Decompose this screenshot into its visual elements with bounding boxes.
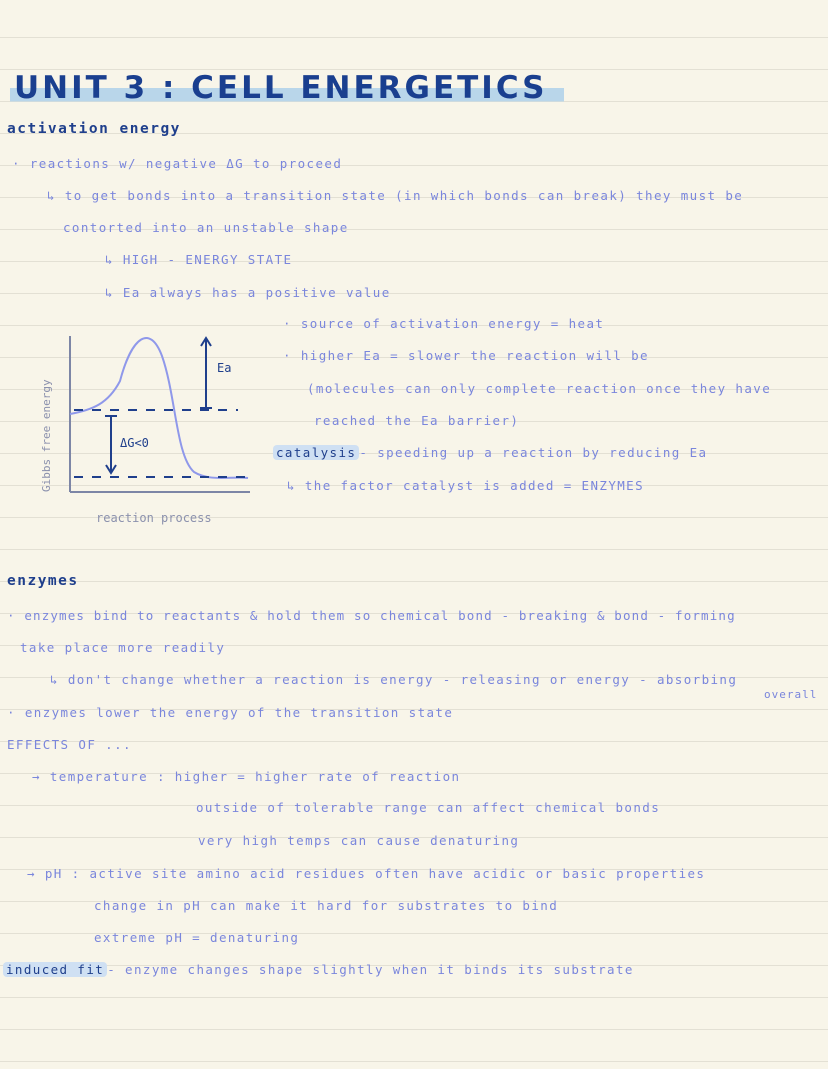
note-line: reached the Ea barrier) [314,413,520,428]
x-axis-label: reaction process [96,511,212,525]
induced-fit-line [3,962,634,977]
note-line: very high temps can cause denaturing [198,833,520,848]
note-line: ↳ HIGH - ENERGY STATE [105,252,293,267]
note-line: → pH : active site amino acid residues often have acidic or basic properties [27,866,706,881]
ea-label: Ea [217,361,232,375]
note-line: · reactions w/ negative ΔG to proceed [12,156,343,171]
delta-g-label: ΔG<0 [120,436,149,450]
note-line: (molecules can only complete reaction once they have [307,381,772,396]
catalysis-term: catalysis [273,445,359,460]
section-heading-activation: activation energy [7,121,181,137]
section-heading-enzymes: enzymes [7,573,79,589]
note-line: outside of tolerable range can affect chemical bonds [196,800,661,815]
note-line: ↳ Ea always has a positive value [105,285,391,300]
reaction-curve [70,338,248,478]
note-line: ↳ the factor catalyst is added = ENZYMES [287,478,645,493]
note-line: · enzymes lower the energy of the transition state [7,705,454,720]
note-line: change in pH can make it hard for substrates to bind [94,898,559,913]
note-line: ↳ don't change whether a reaction is energy - releasing or energy - absorbing [50,672,738,687]
note-line: extreme pH = denaturing [94,930,300,945]
note-line: · source of activation energy = heat [283,316,605,331]
induced-fit-definition: - enzyme changes shape slightly when it binds its substrate [107,962,634,977]
note-line: · higher Ea = slower the reaction will be [283,348,649,363]
note-line: contorted into an unstable shape [63,220,349,235]
note-line: ↳ to get bonds into a transition state (in which bonds can break) they must be [47,188,744,203]
note-line: → temperature : higher = higher rate of reaction [32,769,461,784]
catalysis-definition: - speeding up a reaction by reducing Ea [359,445,708,460]
y-axis-label: Gibbs free energy [40,379,53,492]
note-line: · enzymes bind to reactants & hold them so chemical bond - breaking & bond - forming [7,608,736,623]
note-line: EFFECTS OF ... [7,737,132,752]
note-annotation: overall [764,688,818,701]
note-line: take place more readily [20,640,226,655]
induced-fit-term: induced fit [3,962,107,977]
page-title: UNIT 3 : CELL ENERGETICS [10,70,564,106]
catalysis-line [273,445,707,460]
energy-diagram [34,326,264,536]
